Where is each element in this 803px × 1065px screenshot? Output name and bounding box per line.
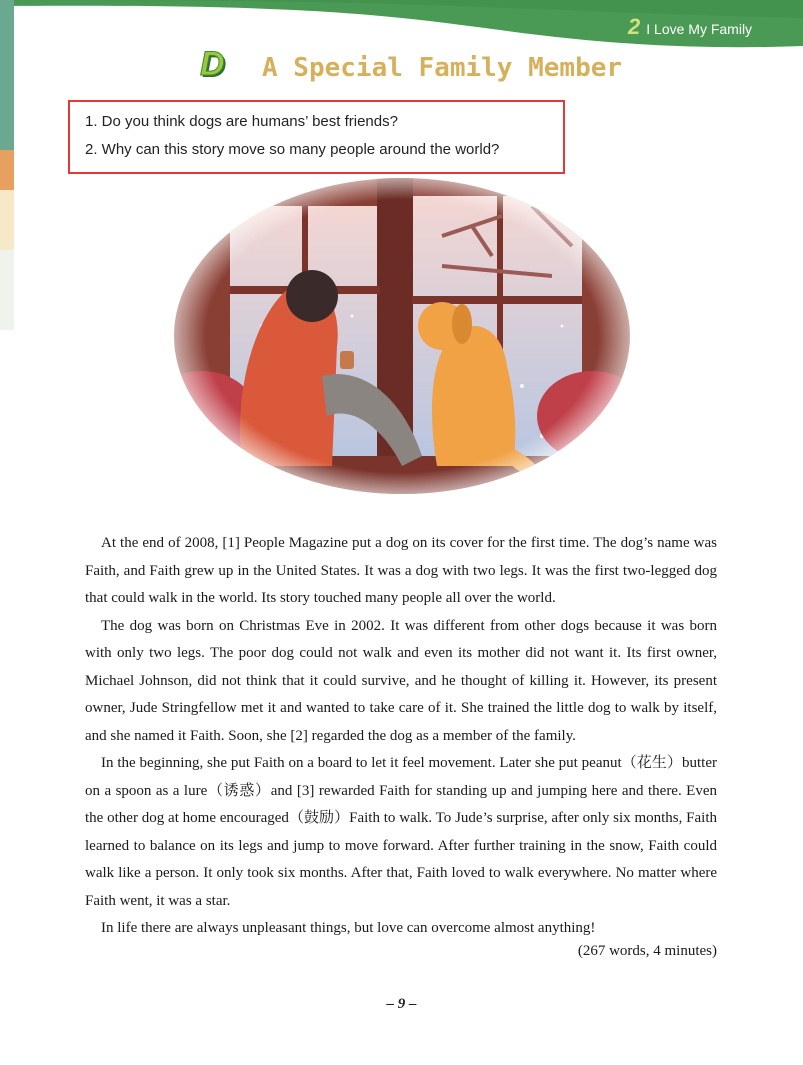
question-1: 1. Do you think dogs are humans’ best friends? xyxy=(85,113,398,130)
girl-and-dog-window-illustration xyxy=(172,176,632,494)
passage-paragraph-1: At the end of 2008, [1] People Magazine put a dog on its cover for the first time. The dog’s name was Faith, and Faith grew up in the United States. It was a dog with two legs. It was the first two-legged dog that could walk in the world. Its story touched many people all over the world. xyxy=(85,535,717,606)
page-title: A Special Family Member xyxy=(262,53,623,83)
word-count-label: (267 words, 4 minutes) xyxy=(577,943,717,959)
unit-number: 2 xyxy=(628,14,641,39)
unit-title: I Love My Family xyxy=(646,21,753,37)
section-letter-badge: D xyxy=(200,45,225,83)
passage-paragraph-4: In life there are always unpleasant things, but love can overcome almost anything! xyxy=(101,920,596,936)
page-number: – 9 – xyxy=(386,996,417,1012)
left-decorative-strip xyxy=(0,0,14,330)
passage-paragraph-2: The dog was born on Christmas Eve in 2002. It was different from other dogs because it was born with only two legs. The poor dog could not walk and even its mother did not want it. Its first owner, Michael Johnson, did not think that it could survive, and he thought of killing it. However, its present owner, Jude Stringfellow met it and wanted to take care of it. She trained the little dog to walk by itself, and she named it Faith. Soon, she [2] regarded the dog as a member of the family. xyxy=(85,617,717,744)
pre-reading-questions-box xyxy=(68,100,565,174)
question-2: 2. Why can this story move so many people around the world? xyxy=(85,141,500,158)
unit-tag xyxy=(628,14,752,40)
passage-paragraph-3: In the beginning, she put Faith on a board to let it feel movement. Later she put peanut（花生）butter on a spoon as a lure（诱惑）and [3] rewarded Faith for standing up and jumping here and there. Even the other dog at home encouraged（鼓励）Faith to walk. To Jude’s surprise, after only six months, Faith learned to balance on its legs and jump to move forward. After further training in the snow, Faith could walk like a person. It only took six months. After that, Faith loved to walk everywhere. No matter where Faith went, it was a star. xyxy=(85,755,717,909)
reading-passage xyxy=(85,530,717,943)
